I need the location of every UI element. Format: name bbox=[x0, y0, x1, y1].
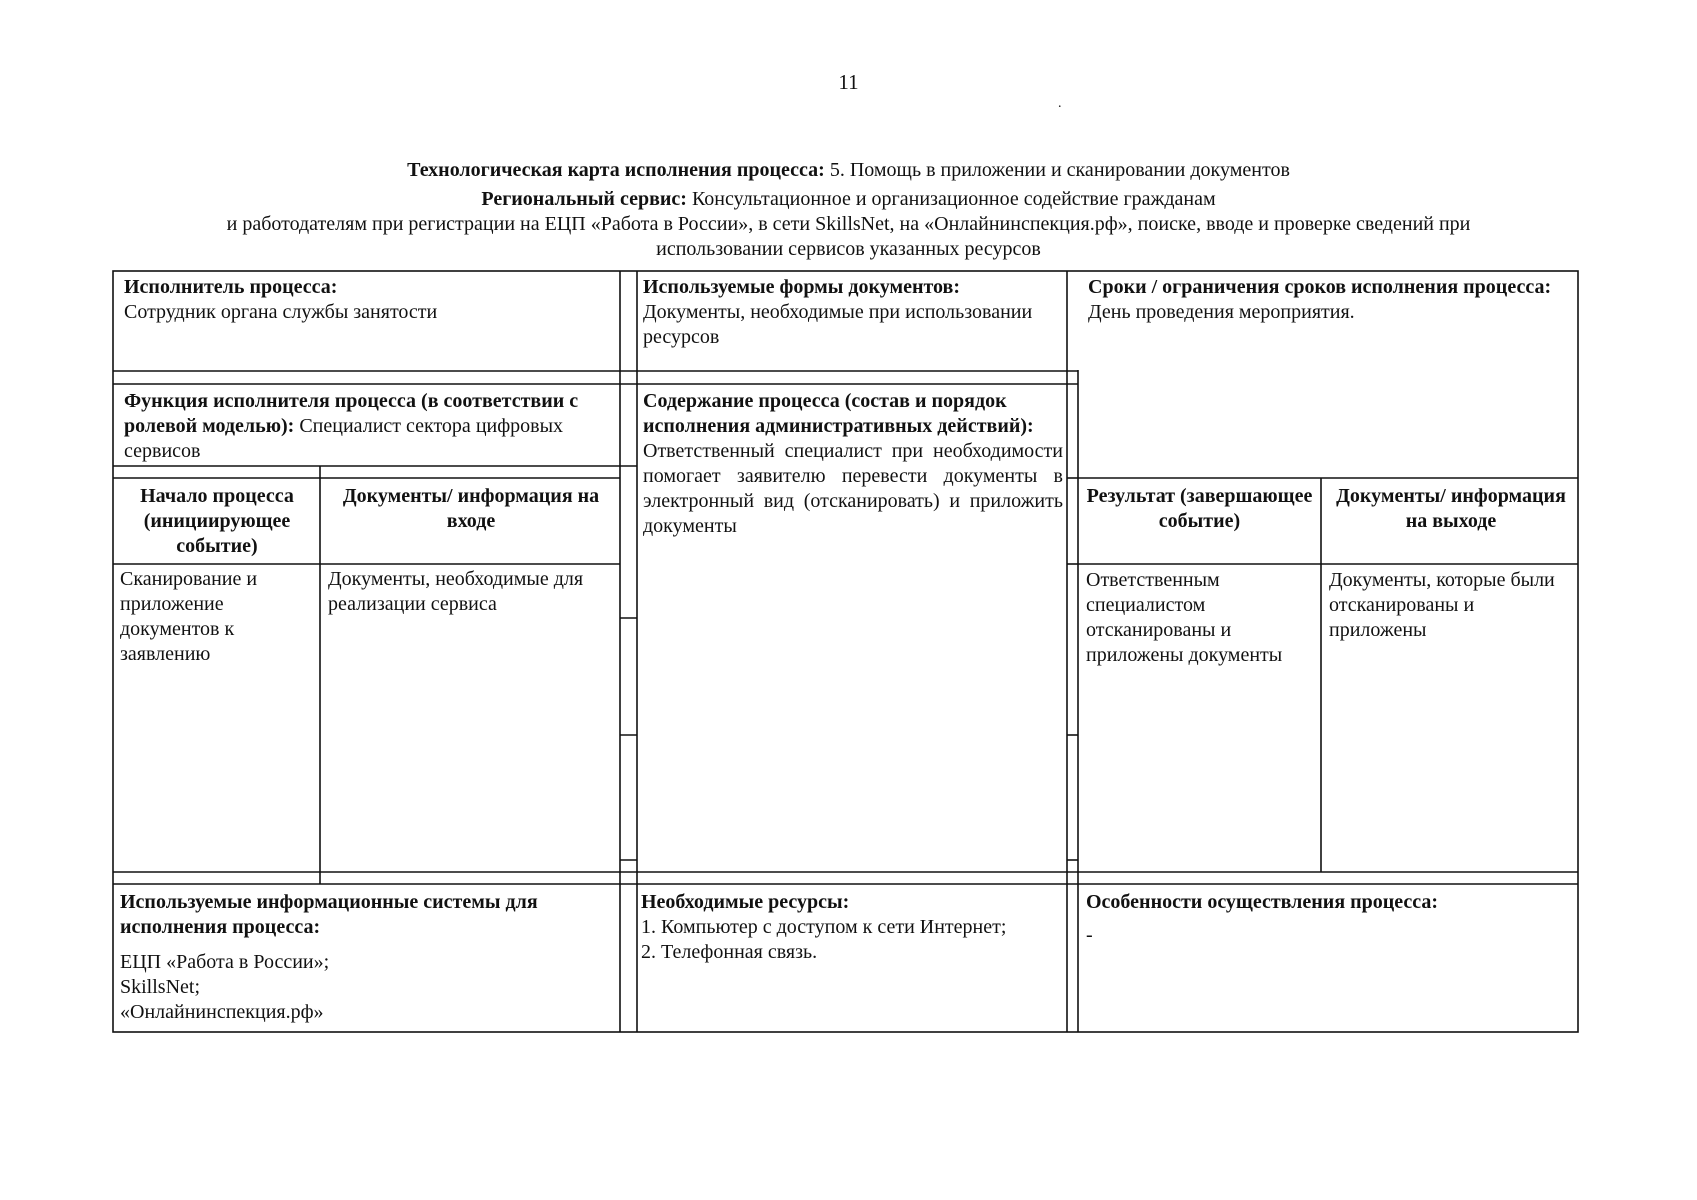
start-header: Начало процесса (инициирующее событие) bbox=[140, 485, 294, 557]
title-value: 5. Помощь в приложении и сканировании документов bbox=[824, 159, 1290, 181]
start-value: Сканирование и приложение документов к заявлению bbox=[120, 568, 258, 665]
info-system-item: SkillsNet; bbox=[120, 976, 201, 998]
docs-in-header: Документы/ информация на входе bbox=[342, 485, 600, 532]
deadlines-label: Сроки / ограничения сроков исполнения процесса: bbox=[1088, 276, 1552, 298]
scan-dot: . bbox=[1058, 96, 1062, 111]
title-label: Технологическая карта исполнения процесса: bbox=[407, 159, 825, 181]
features-cell bbox=[1086, 890, 1566, 948]
executor-label: Исполнитель процесса: bbox=[124, 276, 338, 298]
deadlines-value: День проведения мероприятия. bbox=[1088, 301, 1355, 323]
info-system-item: ЕЦП «Работа в России»; bbox=[120, 951, 330, 973]
service-label: Региональный сервис: bbox=[481, 188, 687, 210]
resource-item: 2. Телефонная связь. bbox=[641, 941, 818, 963]
content-cell bbox=[643, 389, 1063, 539]
title-line-3: и работодателям при регистрации на ЕЦП «Работа в России», в сети SkillsNet, на «Онлайнинспекция.рф», поиске, вводе и проверке сведений при bbox=[226, 213, 1471, 235]
resources-label: Необходимые ресурсы: bbox=[641, 891, 850, 913]
forms-cell bbox=[643, 275, 1063, 350]
result-header: Результат (завершающее событие) bbox=[1086, 485, 1313, 532]
title-line-4: использовании сервисов указанных ресурсов bbox=[656, 238, 1041, 260]
resource-item: 1. Компьютер с доступом к сети Интернет; bbox=[641, 916, 1007, 938]
function-value: Специалист сектора цифровых сервисов bbox=[124, 415, 564, 462]
features-label: Особенности осуществления процесса: bbox=[1086, 891, 1439, 913]
executor-cell bbox=[124, 275, 614, 325]
forms-value: Документы, необходимые при использовании ресурсов bbox=[643, 301, 1033, 348]
deadlines-cell bbox=[1088, 275, 1558, 325]
service-value: Консультационное и организационное содействие гражданам bbox=[686, 188, 1216, 210]
function-cell bbox=[124, 389, 616, 464]
result-value: Ответственным специалистом отсканированы и приложены документы bbox=[1086, 569, 1283, 666]
forms-label: Используемые формы документов: bbox=[643, 276, 961, 298]
info-systems-cell bbox=[120, 890, 615, 1025]
features-value: - bbox=[1086, 924, 1093, 946]
info-systems-label: Используемые информационные системы для исполнения процесса: bbox=[120, 891, 538, 938]
content-value: Ответственный специалист при необходимости помогает заявителю перевести документы в электронный вид (отсканировать) и приложить документы bbox=[643, 440, 1063, 537]
page-number: 11 bbox=[838, 70, 859, 94]
docs-out-header: Документы/ информация на выходе bbox=[1336, 485, 1566, 532]
function-label: Функция исполнителя процесса (в соответствии с ролевой моделью): bbox=[124, 390, 579, 437]
docs-out-value: Документы, которые были отсканированы и приложены bbox=[1329, 569, 1555, 641]
executor-value: Сотрудник органа службы занятости bbox=[124, 301, 438, 323]
content-label: Содержание процесса (состав и порядок исполнения административных действий): bbox=[643, 390, 1034, 437]
info-system-item: «Онлайнинспекция.рф» bbox=[120, 1001, 324, 1023]
resources-cell bbox=[641, 890, 1065, 965]
docs-in-value: Документы, необходимые для реализации сервиса bbox=[328, 568, 584, 615]
